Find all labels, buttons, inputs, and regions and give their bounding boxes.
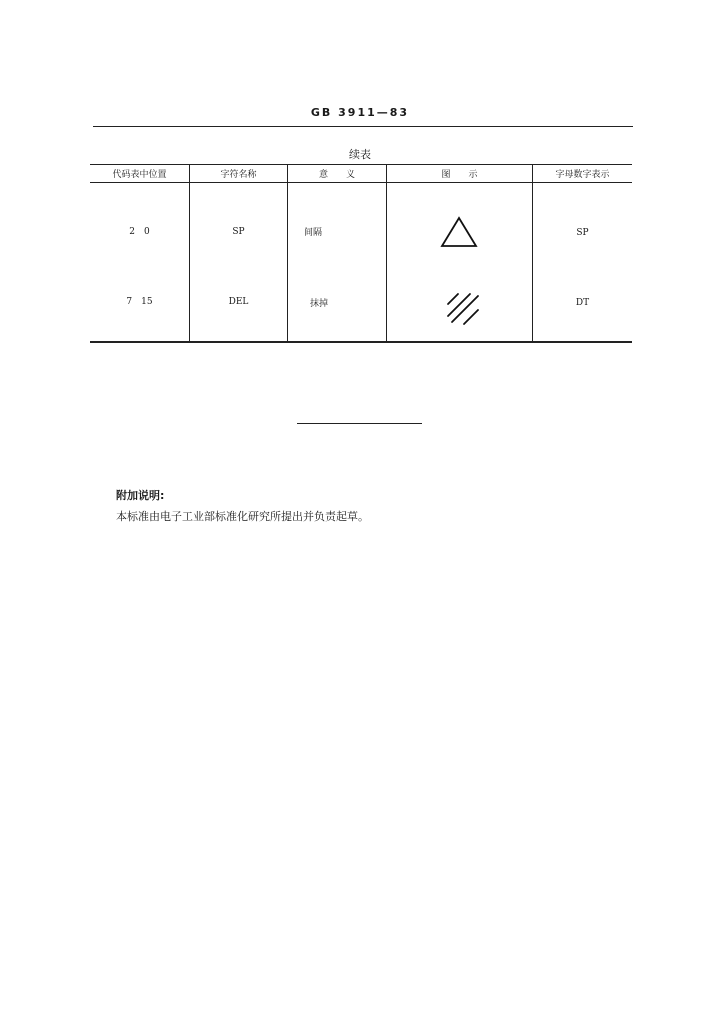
- column-header-symbol: 图 示: [441, 170, 478, 180]
- notes-title: 附加说明:: [116, 489, 165, 502]
- column-header-name: 字符名称: [220, 170, 257, 180]
- table-caption: 续表: [349, 148, 371, 161]
- cell-position: 7 15: [126, 297, 153, 307]
- column-divider: [532, 164, 533, 342]
- cell-position: 2 0: [129, 227, 150, 237]
- cell-name: DEL: [228, 297, 249, 307]
- column-header-position: 代码表中位置: [112, 170, 167, 180]
- header-rule: [93, 126, 633, 127]
- table-top-rule: [90, 164, 632, 165]
- notes-text: 本标准由电子工业部标准化研究所提出并负责起草。: [116, 510, 369, 523]
- table-bottom-rule: [90, 341, 632, 343]
- column-header-meaning: 意 义: [318, 170, 355, 180]
- table-header-rule: [90, 182, 632, 183]
- standard-code: GB 3911—83: [310, 106, 410, 119]
- column-header-alnum: 字母数字表示: [555, 170, 610, 180]
- cell-meaning: 抹掉: [309, 299, 328, 309]
- cell-alnum: DT: [575, 298, 590, 308]
- cell-meaning: 间隔: [303, 228, 322, 238]
- column-divider: [386, 164, 387, 342]
- triangle-icon: [439, 215, 479, 249]
- cell-alnum: SP: [576, 228, 589, 238]
- column-divider: [189, 164, 190, 342]
- cell-name: SP: [232, 227, 245, 237]
- diagonal-hatch-icon: [444, 288, 484, 328]
- end-rule: [297, 423, 422, 424]
- column-divider: [287, 164, 288, 342]
